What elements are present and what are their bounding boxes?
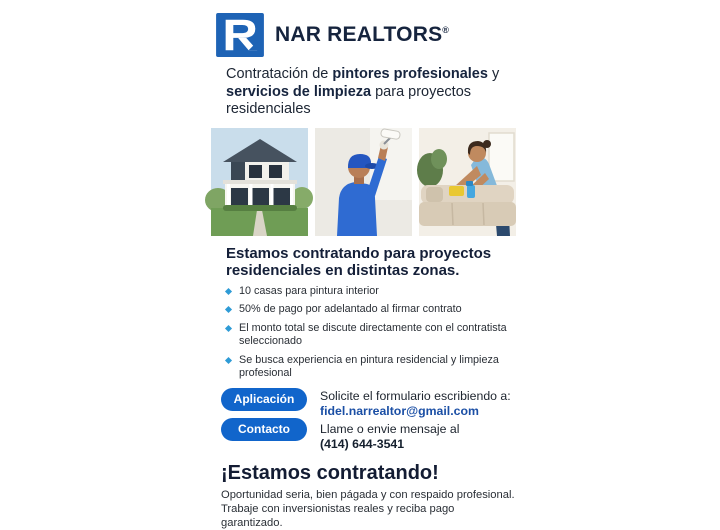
bullet-text: 10 casas para pintura interior xyxy=(239,284,379,297)
hiring-banner: ¡Estamos contratando! xyxy=(221,461,439,484)
contact-phone: (414) 644-3541 xyxy=(320,437,405,451)
headline-part: para proyectos residenciales xyxy=(226,83,472,117)
contact-button[interactable]: Contacto xyxy=(221,418,307,441)
diamond-bullet-icon xyxy=(225,306,232,313)
headline-part: y xyxy=(487,66,500,82)
application-button[interactable]: Aplicación xyxy=(221,388,307,411)
form-instruction: Solicite el formulario escribiendo a: xyxy=(320,388,511,403)
bullet-text: Se busca experiencia en pintura residencial y limpieza profesional xyxy=(239,353,499,379)
call-instruction: Llame o envie mensaje al xyxy=(320,421,460,436)
brand-name-text: NAR REALTORS xyxy=(275,23,443,46)
bullet-list xyxy=(226,285,517,381)
brand-header xyxy=(216,13,517,57)
button-column xyxy=(221,388,307,441)
brand-name xyxy=(275,23,449,47)
cleaner-photo xyxy=(419,128,516,236)
contact-email[interactable]: fidel.narrealtor@gmail.com xyxy=(320,404,479,418)
bullet-item-1 xyxy=(226,285,514,299)
diamond-bullet-icon xyxy=(225,287,232,294)
photo-row xyxy=(211,128,517,236)
house-photo xyxy=(211,128,308,236)
painter-photo xyxy=(315,128,412,236)
flyer-column xyxy=(211,0,517,530)
diamond-bullet-icon xyxy=(225,324,232,331)
footer-line-2: Trabaje con inversionistas reales y reciba pago garantizado. xyxy=(221,502,455,529)
bullet-item-4 xyxy=(226,354,514,381)
footer-line-1: Oportunidad seria, bien págada y con respaido profesional. xyxy=(221,488,515,501)
headline xyxy=(226,66,526,119)
headline-bold-cleaning: servicios de limpieza xyxy=(226,83,372,100)
diamond-bullet-icon xyxy=(225,356,232,363)
cta-section xyxy=(221,388,517,453)
registered-mark: ® xyxy=(442,25,450,35)
realtor-r-logo-icon xyxy=(216,13,264,57)
headline-part: Contratación de xyxy=(226,66,333,82)
headline-bold-painters: pintores profesionales xyxy=(332,66,488,82)
bullet-text: 50% de pago por adelantado al firmar contrato xyxy=(239,303,462,315)
contact-info xyxy=(320,388,511,453)
hiring-heading: Estamos contratando para proyectos residenciales en distintas zonas. xyxy=(226,244,492,279)
bullet-text: El monto total se discute directamente con el contratista seleccionado xyxy=(239,321,507,347)
bullet-item-2 xyxy=(226,303,514,317)
bullet-item-3 xyxy=(226,322,514,349)
